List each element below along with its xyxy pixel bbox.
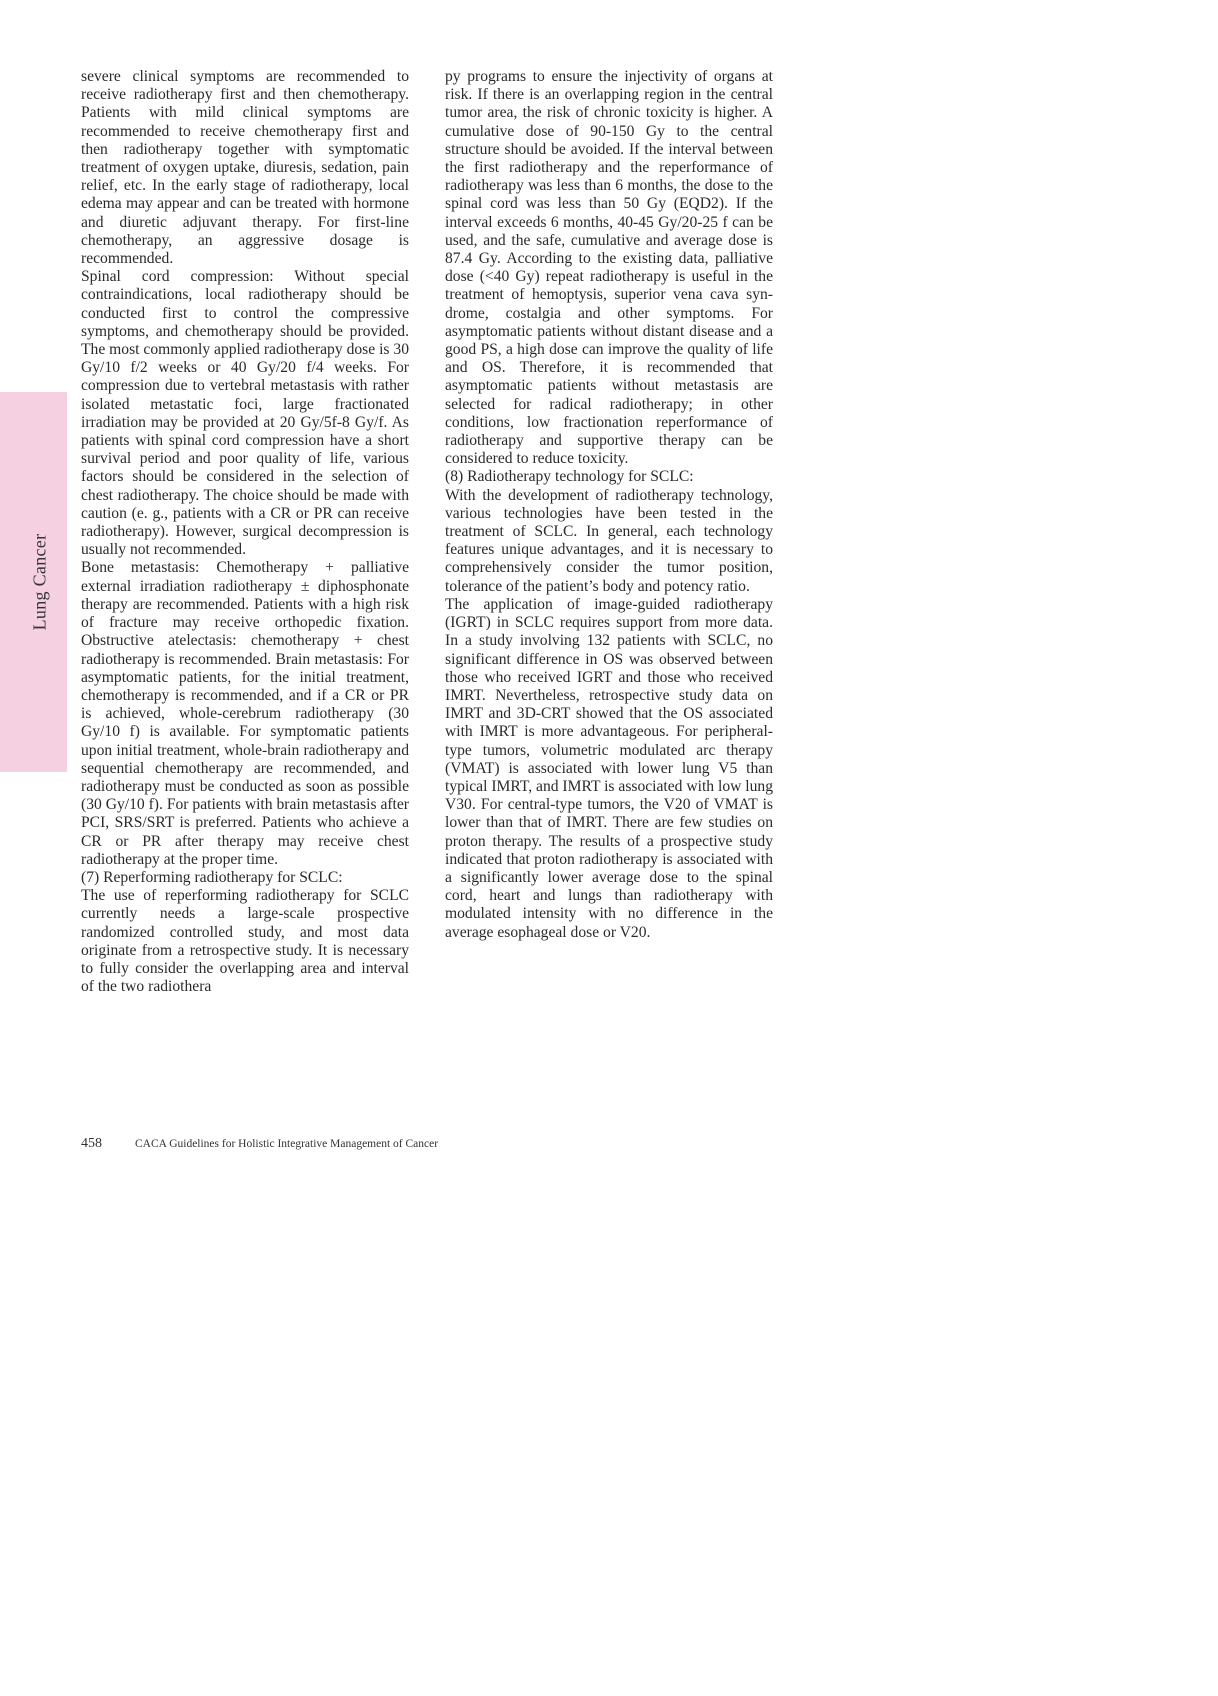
paragraph: severe clinical symptoms are recommended to receive radiotherapy first and then chemotherapy. Patients with mild clinical symptoms are recommended to receive chemotherapy first and then radiotherapy together with symptomatic treatment of oxygen uptake, diuresis, sedation, pain relief, etc. In the early stage of radiotherapy, local edema may appear and can be treated with hormone and diuretic adjuvant therapy. For first-line chemotherapy, an aggressive dosage is recommended. [81, 68, 409, 268]
paragraph: Bone metastasis: Chemotherapy + palliative external irradiation radiotherapy ± diphosphonate therapy are recommended. Patients with a high risk of fracture may receive orthopedic fixation. Obstructive atelectasis: chemotherapy + chest radiotherapy is recommended. Brain metastasis: For asymptomatic patients, for the initial treatment, chemotherapy is recommended, and if a CR or PR is achieved, whole-cerebrum radiotherapy (30 Gy/10 f) is available. For symptomatic patients upon initial treatment, whole-brain radiotherapy and sequential chemotherapy are recommended, and radiotherapy must be conducted as soon as possible (30 Gy/10 f). For patients with brain metastasis after PCI, SRS/SRT is preferred. Patients who achieve a CR or PR after therapy may receive chest radiotherapy at the proper time. [81, 559, 409, 868]
chapter-side-tab-label: Lung Cancer [29, 533, 50, 631]
paragraph: py programs to ensure the injectivity of organs at risk. If there is an overlapping region in the central tumor area, the risk of chronic toxicity is higher. A cumulative dose of 90-150 Gy to the central structure should be avoided. If the interval between the first radiotherapy and the reperformance of radiotherapy was less than 6 months, the dose to the spinal cord was less than 50 Gy (EQD2). If the interval exceeds 6 months, 40-45 Gy/20-25 f can be used, and the safe, cumulative and average dose is 87.4 Gy. According to the existing data, palliative dose (<40 Gy) repeat radiotherapy is useful in the treatment of hemoptysis, superior vena cava syndrome, costalgia and other symptoms. For asymptomatic patients without distant disease and a good PS, a high dose can improve the quality of life and OS. Therefore, it is recommended that asymptomatic patients without metastasis are selected for radical radiotherapy; in other conditions, low fractionation reperformance of radiotherapy and supportive therapy can be considered to reduce toxicity. [445, 68, 773, 468]
page-footer [81, 1136, 438, 1152]
right-text-column [445, 68, 773, 942]
left-text-column [81, 68, 409, 996]
paragraph: The use of reperforming radiotherapy for SCLC currently needs a large-scale prospective randomized controlled study, and most data originate from a retrospective study. It is necessary to fully consider the overlapping area and interval of the two radiothera [81, 887, 409, 996]
paragraph: With the development of radiotherapy technology, various technologies have been tested in the treatment of SCLC. In general, each technology features unique advantages, and it is necessary to comprehensively consider the tumor position, tolerance of the patient’s body and potency ratio. [445, 486, 773, 595]
page-number: 458 [81, 1136, 102, 1151]
section-heading: (8) Radiotherapy technology for SCLC: [445, 468, 694, 486]
running-title: CACA Guidelines for Holistic Integrative Management of Cancer [135, 1138, 439, 1150]
paragraph: Spinal cord compression: Without special contraindications, local radiotherapy should be conducted first to control the compressive symptoms, and chemotherapy should be provided. The most commonly applied radiotherapy dose is 30 Gy/10 f/2 weeks or 40 Gy/20 f/4 weeks. For compression due to vertebral metastasis with rather isolated metastatic foci, large fractionated irradiation may be provided at 20 Gy/5f-8 Gy/f. As patients with spinal cord compression have a short survival period and poor quality of life, various factors should be considered in the selection of chest radiotherapy. The choice should be made with caution (e. g., patients with a CR or PR can receive radiotherapy). However, surgical decompression is usually not recommended. [81, 268, 409, 559]
paragraph: The application of image-guided radiotherapy (IGRT) in SCLC requires support from more data. In a study involving 132 patients with SCLC, no significant difference in OS was observed between those who received IGRT and those who received IMRT. Nevertheless, retrospective study data on IMRT and 3D-CRT showed that the OS associated with IMRT is more advantageous. For peripheral-type tumors, volumetric modulated arc therapy (VMAT) is associated with lower lung V5 than typical IMRT, and IMRT is associated with low lung V30. For central-type tumors, the V20 of VMAT is lower than that of IMRT. There are few studies on proton therapy. The results of a prospective study indicated that proton radiotherapy is associated with a significantly lower average dose to the spinal cord, heart and lungs than radiotherapy with modulated intensity with no difference in the average esophageal dose or V20. [445, 595, 774, 941]
section-heading: (7) Reperforming radiotherapy for SCLC: [81, 868, 343, 886]
